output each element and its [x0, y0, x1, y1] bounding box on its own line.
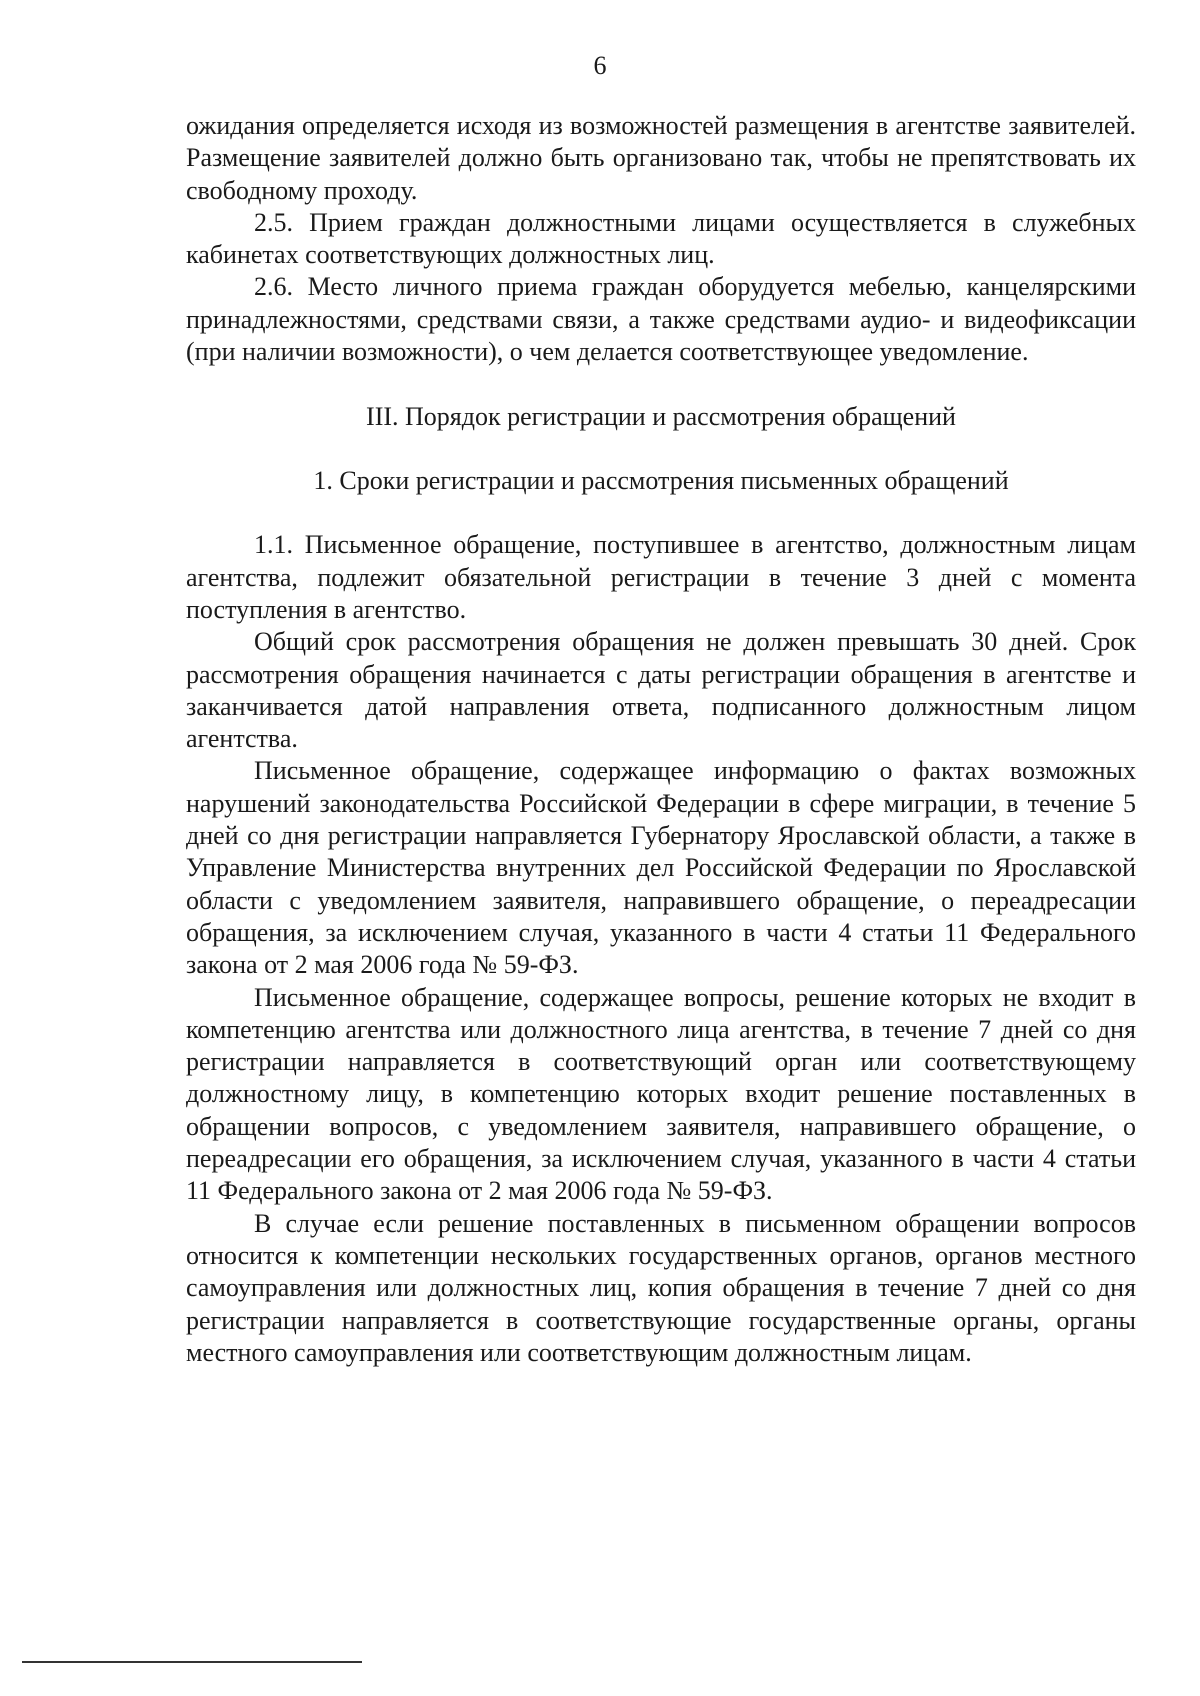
subsection-heading: 1. Сроки регистрации и рассмотрения письменных обращений [313, 466, 1009, 496]
page-number: 6 [593, 51, 607, 80]
paragraph-2-6: 2.6. Место личного приема граждан оборудуется мебелью, канцелярскими принадлежностями, средствами связи, а также средствами аудио- и видеофиксации (при наличии возможности), о чем делается соответствующее уведомление. [186, 272, 1136, 367]
paragraph-2-5: 2.5. Прием граждан должностными лицами осуществляется в служебных кабинетах соответствующих должностных лиц. [186, 207, 1136, 270]
section-heading: III. Порядок регистрации и рассмотрения обращений [366, 402, 956, 432]
paragraph-outside-competence: Письменное обращение, содержащее вопросы, решение которых не входит в компетенцию агентства или должностного лица агентства, в течение 7 дней со дня регистрации направляется в соответствующий орган или соответствующему должностному лицу, в компетенцию которых входит решение поставленных в обращении вопросов, с уведомлением заявителя, направившего обращение, о переадресации его обращения, за исключением случая, указанного в части 4 статьи 11 Федерального закона от 2 мая 2006 года № 59-ФЗ. [186, 982, 1136, 1206]
paragraph-multiple-bodies: В случае если решение поставленных в письменном обращении вопросов относится к компетенции нескольких государственных органов, органов местного самоуправления или должностных лиц, копия обращения в течение 7 дней со дня регистрации направляется в соответствующие государственные органы, органы местного самоуправления или соответствующим должностным лицам. [186, 1208, 1136, 1367]
paragraph-migration-violations: Письменное обращение, содержащее информацию о фактах возможных нарушений законодательства Российской Федерации в сфере миграции, в течение 5 дней со дня регистрации направляется Губернатору Ярославской области, а также в Управление Министерства внутренних дел Российской Федерации по Ярославской области с уведомлением заявителя, направившего обращение, о переадресации обращения, за исключением случая, указанного в части 4 статьи 11 Федерального закона от 2 мая 2006 года № 59-ФЗ. [186, 756, 1136, 980]
paragraph-continuation: ожидания определяется исходя из возможностей размещения в агентстве заявителей. Размещение заявителей должно быть организовано так, чтобы не препятствовать их свободному проходу. [186, 111, 1136, 205]
paragraph-1-1: 1.1. Письменное обращение, поступившее в агентство, должностным лицам агентства, подлежит обязательной регистрации в течение 3 дней с момента поступления в агентство. [186, 530, 1136, 624]
footer-divider [22, 1661, 362, 1663]
document-body [186, 110, 1136, 1369]
paragraph-review-period: Общий срок рассмотрения обращения не должен превышать 30 дней. Срок рассмотрения обращения начинается с даты регистрации обращения в агентстве и заканчивается датой направления ответа, подписанного должностным лицом агентства. [186, 627, 1136, 754]
